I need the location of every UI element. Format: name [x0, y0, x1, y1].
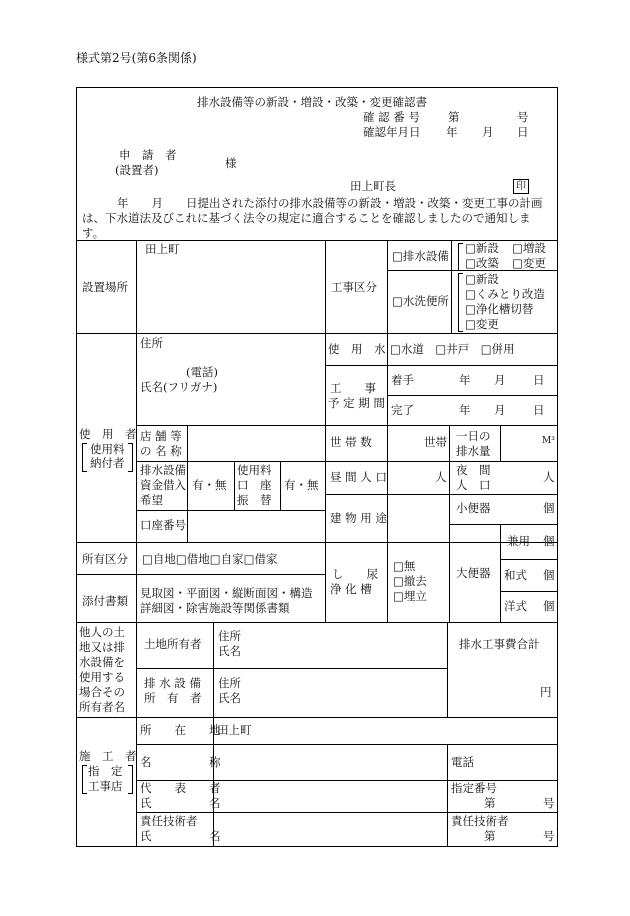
day-pop-label: 昼 間 人 口	[330, 470, 387, 484]
household-unit: 世帯	[424, 435, 447, 449]
shop-label-1: 店 舗 等	[140, 429, 182, 443]
confirm-month: 月	[482, 125, 494, 139]
work-type-label: 工事区分	[331, 280, 377, 294]
attach-line2: 詳細図・除害施設等関係書類	[140, 601, 290, 615]
period-label-1: 工 事	[330, 381, 376, 395]
contractor-sub-1: 指 定	[88, 764, 123, 778]
confirm-no-dai: 第	[448, 110, 460, 124]
end-month: 月	[494, 403, 506, 417]
applicant-sama: 様	[225, 156, 237, 170]
fee-label-1: 使用料	[237, 463, 272, 477]
closet-label: 大便器	[456, 566, 491, 580]
septic-remove[interactable]: □撤去	[393, 574, 427, 588]
loan-label-1: 排水設備	[140, 463, 186, 477]
night-pop-unit: 人	[543, 470, 555, 484]
shop-label-2: の 名 称	[140, 444, 182, 458]
toilet-convert-checkbox[interactable]: □くみとり改造	[465, 287, 545, 301]
seal-mark: 印	[513, 179, 529, 194]
form-number: 様式第2号(第6条関係)	[76, 51, 197, 65]
drain-owner-address: 住所	[218, 676, 241, 690]
loan-yes-no[interactable]: 有・無	[192, 478, 227, 492]
total-cost-label: 排水工事費合計	[459, 637, 540, 651]
other-label-3: 水設備を	[79, 655, 125, 669]
engineer-dai: 第	[484, 829, 496, 843]
total-cost-unit: 円	[540, 685, 552, 699]
closet-japanese-label: 和式	[504, 568, 527, 582]
daily-label-2: 排水量	[456, 444, 491, 458]
contractor-name-label: 名 称	[140, 755, 221, 769]
user-label: 使 用 者	[79, 427, 137, 441]
designation-go: 号	[543, 796, 555, 810]
attach-line1: 見取図・平面図・縦断面図・構造	[140, 586, 313, 600]
start-day: 日	[533, 373, 545, 387]
confirm-year: 年	[446, 125, 458, 139]
confirm-no-go: 号	[517, 110, 529, 124]
user-sub-fee: 使用料	[90, 442, 125, 456]
user-address-label: 住所	[140, 336, 163, 350]
work-toilet-checkbox[interactable]: □水洗便所	[392, 294, 449, 308]
attach-label: 添付書類	[82, 594, 128, 608]
urinal-label: 小便器	[456, 501, 491, 515]
land-owner-label: 土地所有者	[144, 637, 202, 651]
drain-new-checkbox[interactable]: □新設	[465, 241, 499, 255]
other-label-5: 場合その	[79, 685, 125, 699]
confirm-date-label: 確認年月日	[363, 125, 421, 139]
period-start-label: 着手	[391, 373, 414, 387]
engineer-no-label: 責任技術者	[451, 814, 509, 828]
location-label: 設置場所	[82, 280, 128, 294]
septic-fill[interactable]: □埋立	[393, 589, 427, 603]
start-year: 年	[459, 373, 471, 387]
toilet-change-checkbox[interactable]: □変更	[465, 317, 499, 331]
household-label: 世 帯 数	[330, 435, 372, 449]
start-month: 月	[494, 373, 506, 387]
drain-owner-label-1: 排 水 設 備	[144, 676, 201, 690]
urinal-unit: 個	[543, 501, 555, 515]
loan-label-2: 資金借入	[140, 478, 186, 492]
location-value: 田上町	[145, 242, 180, 256]
contractor-loc-label: 所 在 地	[140, 723, 221, 737]
land-owner-name: 氏名	[218, 644, 241, 658]
drain-rebuild-checkbox[interactable]: □改築	[465, 256, 499, 270]
contractor-loc-value: 田上町	[217, 723, 252, 737]
engineer-label-1: 責任技術者	[140, 814, 198, 828]
owner-type-options[interactable]: □自地□借地□自家□借家	[142, 552, 278, 566]
closet-shared-label: 兼用	[507, 534, 530, 548]
confirm-no-label: 確 認 番 号	[363, 110, 420, 124]
user-sub-payer: 納付者	[90, 456, 125, 470]
engineer-label-2: 氏 名	[140, 829, 221, 843]
fee-yes-no[interactable]: 有・無	[284, 478, 319, 492]
notice-line3: す。	[82, 226, 105, 240]
other-label-4: 使用する	[79, 670, 125, 684]
user-phone-label: (電話)	[186, 365, 218, 379]
representative-label-2: 氏 名	[140, 796, 221, 810]
drain-change-checkbox[interactable]: □変更	[512, 256, 546, 270]
septic-none[interactable]: □無	[393, 559, 416, 573]
water-options[interactable]: □水道 □井戸 □併用	[390, 342, 515, 356]
period-end-label: 完了	[391, 403, 414, 417]
toilet-new-checkbox[interactable]: □新設	[465, 272, 499, 286]
applicant-label: 申 請 者	[119, 148, 177, 162]
water-label: 使 用 水	[328, 342, 386, 356]
work-drain-checkbox[interactable]: □排水設備	[392, 249, 449, 263]
contractor-sub-2: 工事店	[88, 779, 123, 793]
fee-label-2: 口 座	[237, 478, 272, 492]
drain-add-checkbox[interactable]: □増設	[512, 241, 546, 255]
designation-no-label: 指定番号	[451, 781, 497, 795]
drain-owner-label-2: 所 有 者	[144, 691, 202, 705]
daily-unit: M³	[542, 436, 555, 446]
contractor-tel-label: 電話	[451, 755, 474, 769]
loan-label-3: 希望	[140, 493, 163, 507]
toilet-septic-checkbox[interactable]: □浄化槽切替	[465, 302, 534, 316]
building-use-label: 建 物 用 途	[330, 511, 387, 525]
night-label-1: 夜 間	[456, 463, 491, 477]
designation-dai: 第	[484, 796, 496, 810]
other-label-1: 他人の土	[79, 625, 125, 639]
septic-label-2: 浄 化 槽	[330, 582, 372, 596]
day-pop-unit: 人	[435, 470, 447, 484]
account-label: 口座番号	[140, 518, 186, 532]
mayor-name: 田上町長	[350, 179, 396, 193]
closet-western-unit: 個	[543, 599, 555, 613]
septic-label-1: し 尿	[332, 567, 378, 581]
drain-owner-name: 氏名	[218, 691, 241, 705]
closet-western-label: 洋式	[504, 599, 527, 613]
end-day: 日	[533, 403, 545, 417]
owner-type-label: 所有区分	[82, 552, 128, 566]
applicant-sub: (設置者)	[115, 163, 159, 177]
user-name-label: 氏名(フリガナ)	[140, 380, 218, 394]
closet-japanese-unit: 個	[543, 568, 555, 582]
land-owner-address: 住所	[218, 629, 241, 643]
end-year: 年	[459, 403, 471, 417]
form-title: 排水設備等の新設・増設・改築・変更確認書	[197, 95, 427, 109]
representative-label-1: 代 表 者	[140, 781, 221, 795]
other-label-2: 地又は排	[79, 640, 125, 654]
daily-label-1: 一日の	[456, 429, 491, 443]
contractor-label: 施 工 者	[79, 749, 137, 763]
closet-shared-unit: 個	[543, 534, 555, 548]
notice-line2: は、下水道法及びこれに基づく法令の規定に適合することを確認しましたので通知しま	[82, 211, 531, 225]
confirm-day: 日	[517, 125, 529, 139]
engineer-go: 号	[543, 829, 555, 843]
other-label-6: 所有者名	[79, 700, 125, 714]
night-label-2: 人 口	[456, 478, 491, 492]
period-label-2: 予 定 期 間	[328, 396, 385, 410]
fee-label-3: 振 替	[237, 493, 272, 507]
notice-line1: 年 月 日提出された添付の排水設備等の新設・増設・改築・変更工事の計画	[117, 196, 543, 210]
